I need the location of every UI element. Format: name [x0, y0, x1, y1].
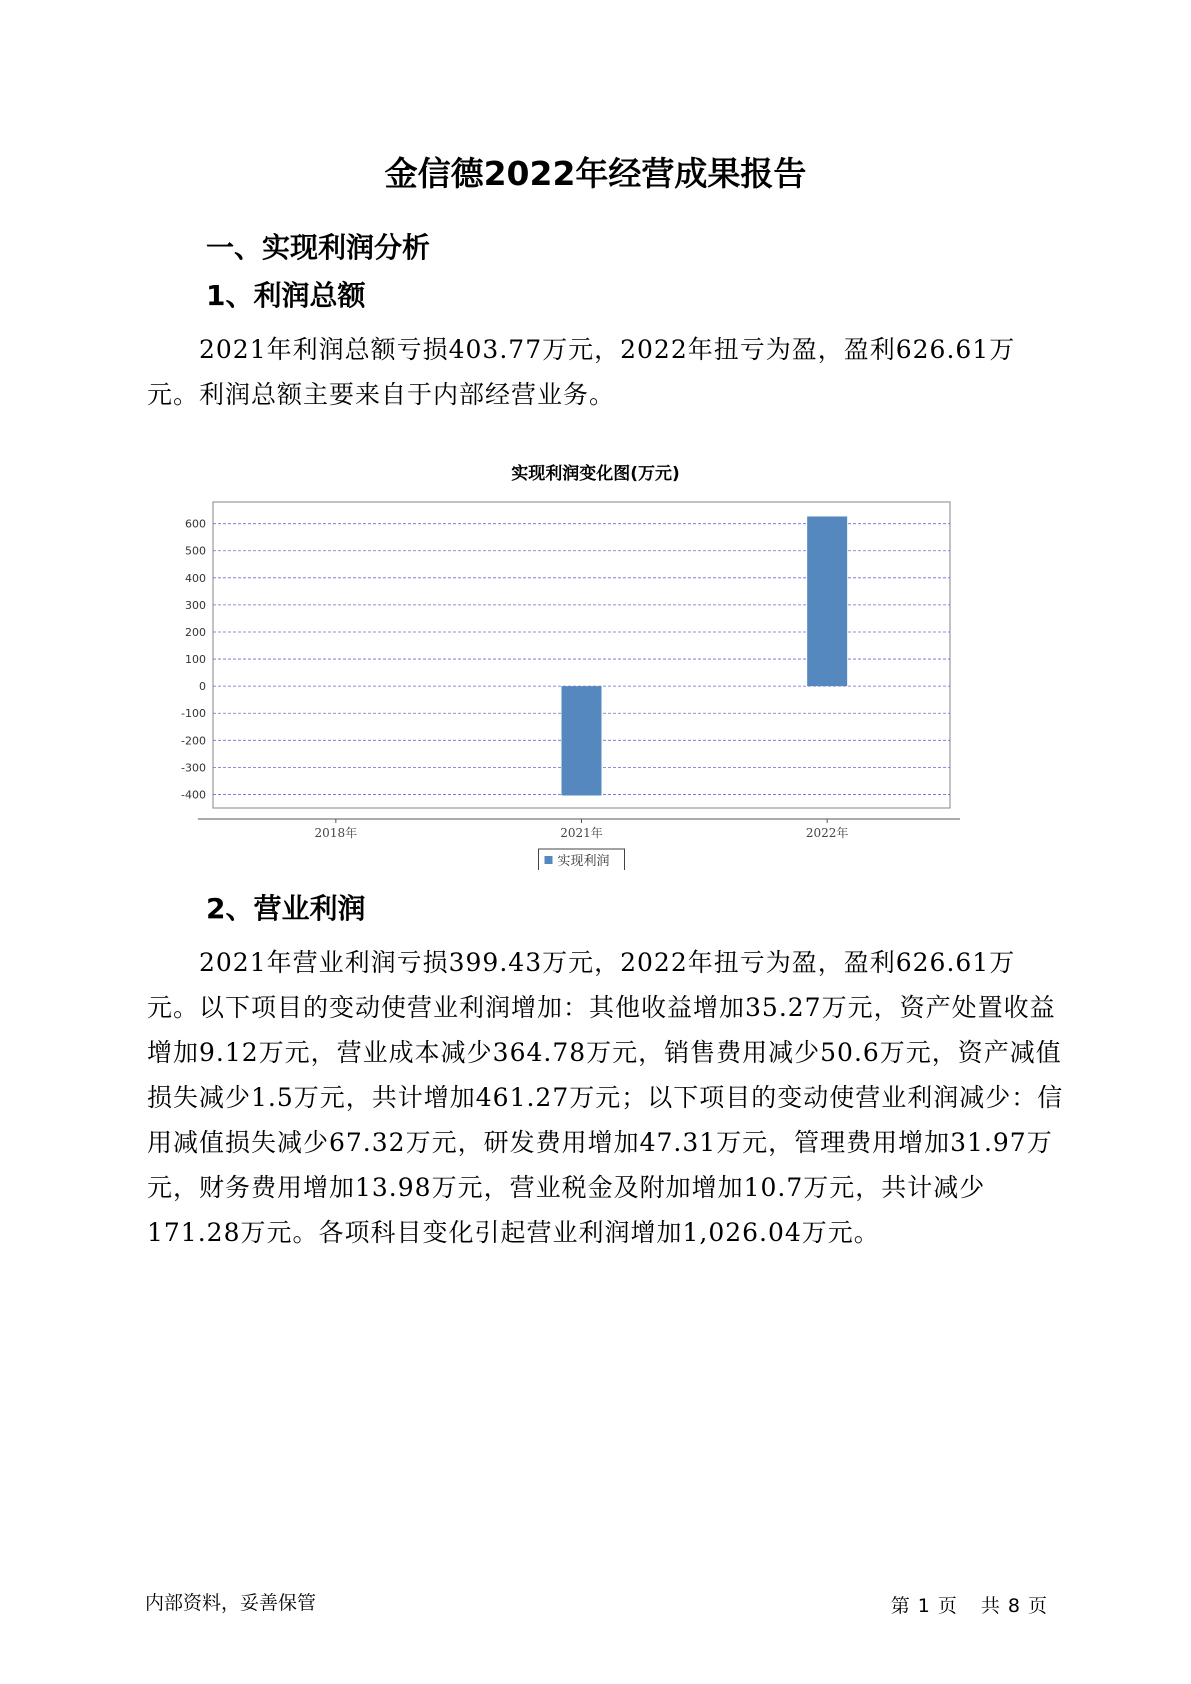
document-title: 金信德2022年经营成果报告: [384, 154, 807, 193]
paragraph-operating-profit: 2021年营业利润亏损399.43万元，2022年扭亏为盈，盈利626.61万元。以下项目的变动使营业利润增加：其他收益增加35.27万元，资产处置收益增加9.12万元，营业成本减少364.78万元，销售费用减少50.6万元，资产减值损失减少1.5万元，共计增加461.27万元；以下项目的变动使营业利润减少：信用减值损失减少67.32万元，研发费用增加47.31万元，管理费用增加31.97万元，财务费用增加13.98万元，营业税金及附加增加10.7万元，共计减少171.28万元。各项科目变化引起营业利润增加1,026.04万元。: [147, 948, 1064, 1247]
section-heading-profit-analysis: 一、实现利润分析: [206, 231, 431, 264]
subheading-total-profit: 1、利润总额: [206, 279, 366, 312]
total-prefix: 共: [980, 1595, 1000, 1617]
y-tick-label: -200: [181, 734, 206, 748]
bar-2021年: [562, 686, 602, 795]
page-prefix: 第: [890, 1595, 910, 1617]
y-tick-label: 0: [199, 680, 206, 694]
profit-bar-chart: [150, 490, 1050, 870]
x-tick-label: 2021年: [560, 826, 603, 840]
y-tick-label: 600: [185, 517, 206, 531]
y-tick-label: 400: [185, 571, 206, 585]
footer-page-info: [887, 1591, 1051, 1618]
y-tick-label: 200: [185, 625, 206, 639]
footer-confidential-note: 内部资料，妥善保管: [145, 1592, 317, 1614]
bar-2022年: [807, 516, 847, 686]
y-tick-label: 300: [185, 598, 206, 612]
x-tick-label: 2018年: [314, 826, 358, 840]
paragraph-total-profit: 2021年利润总额亏损403.77万元，2022年扭亏为盈，盈利626.61万元。利润总额主要来自于内部经营业务。: [147, 335, 1016, 409]
subheading-operating-profit: 2、营业利润: [206, 892, 366, 925]
y-tick-label: 100: [185, 653, 206, 667]
x-tick-label: 2022年: [805, 826, 849, 840]
chart-title: 实现利润变化图(万元): [511, 464, 680, 484]
page-number: 1: [917, 1595, 930, 1617]
y-tick-label: -100: [181, 707, 206, 721]
legend-swatch: [545, 856, 553, 864]
total-pages: 8: [1007, 1595, 1020, 1617]
total-unit: 页: [1027, 1595, 1047, 1617]
y-tick-label: -400: [181, 788, 206, 802]
y-tick-label: 500: [185, 544, 206, 558]
legend-label: 实现利润: [557, 854, 610, 869]
page-unit: 页: [937, 1595, 957, 1617]
y-tick-label: -300: [181, 761, 206, 775]
